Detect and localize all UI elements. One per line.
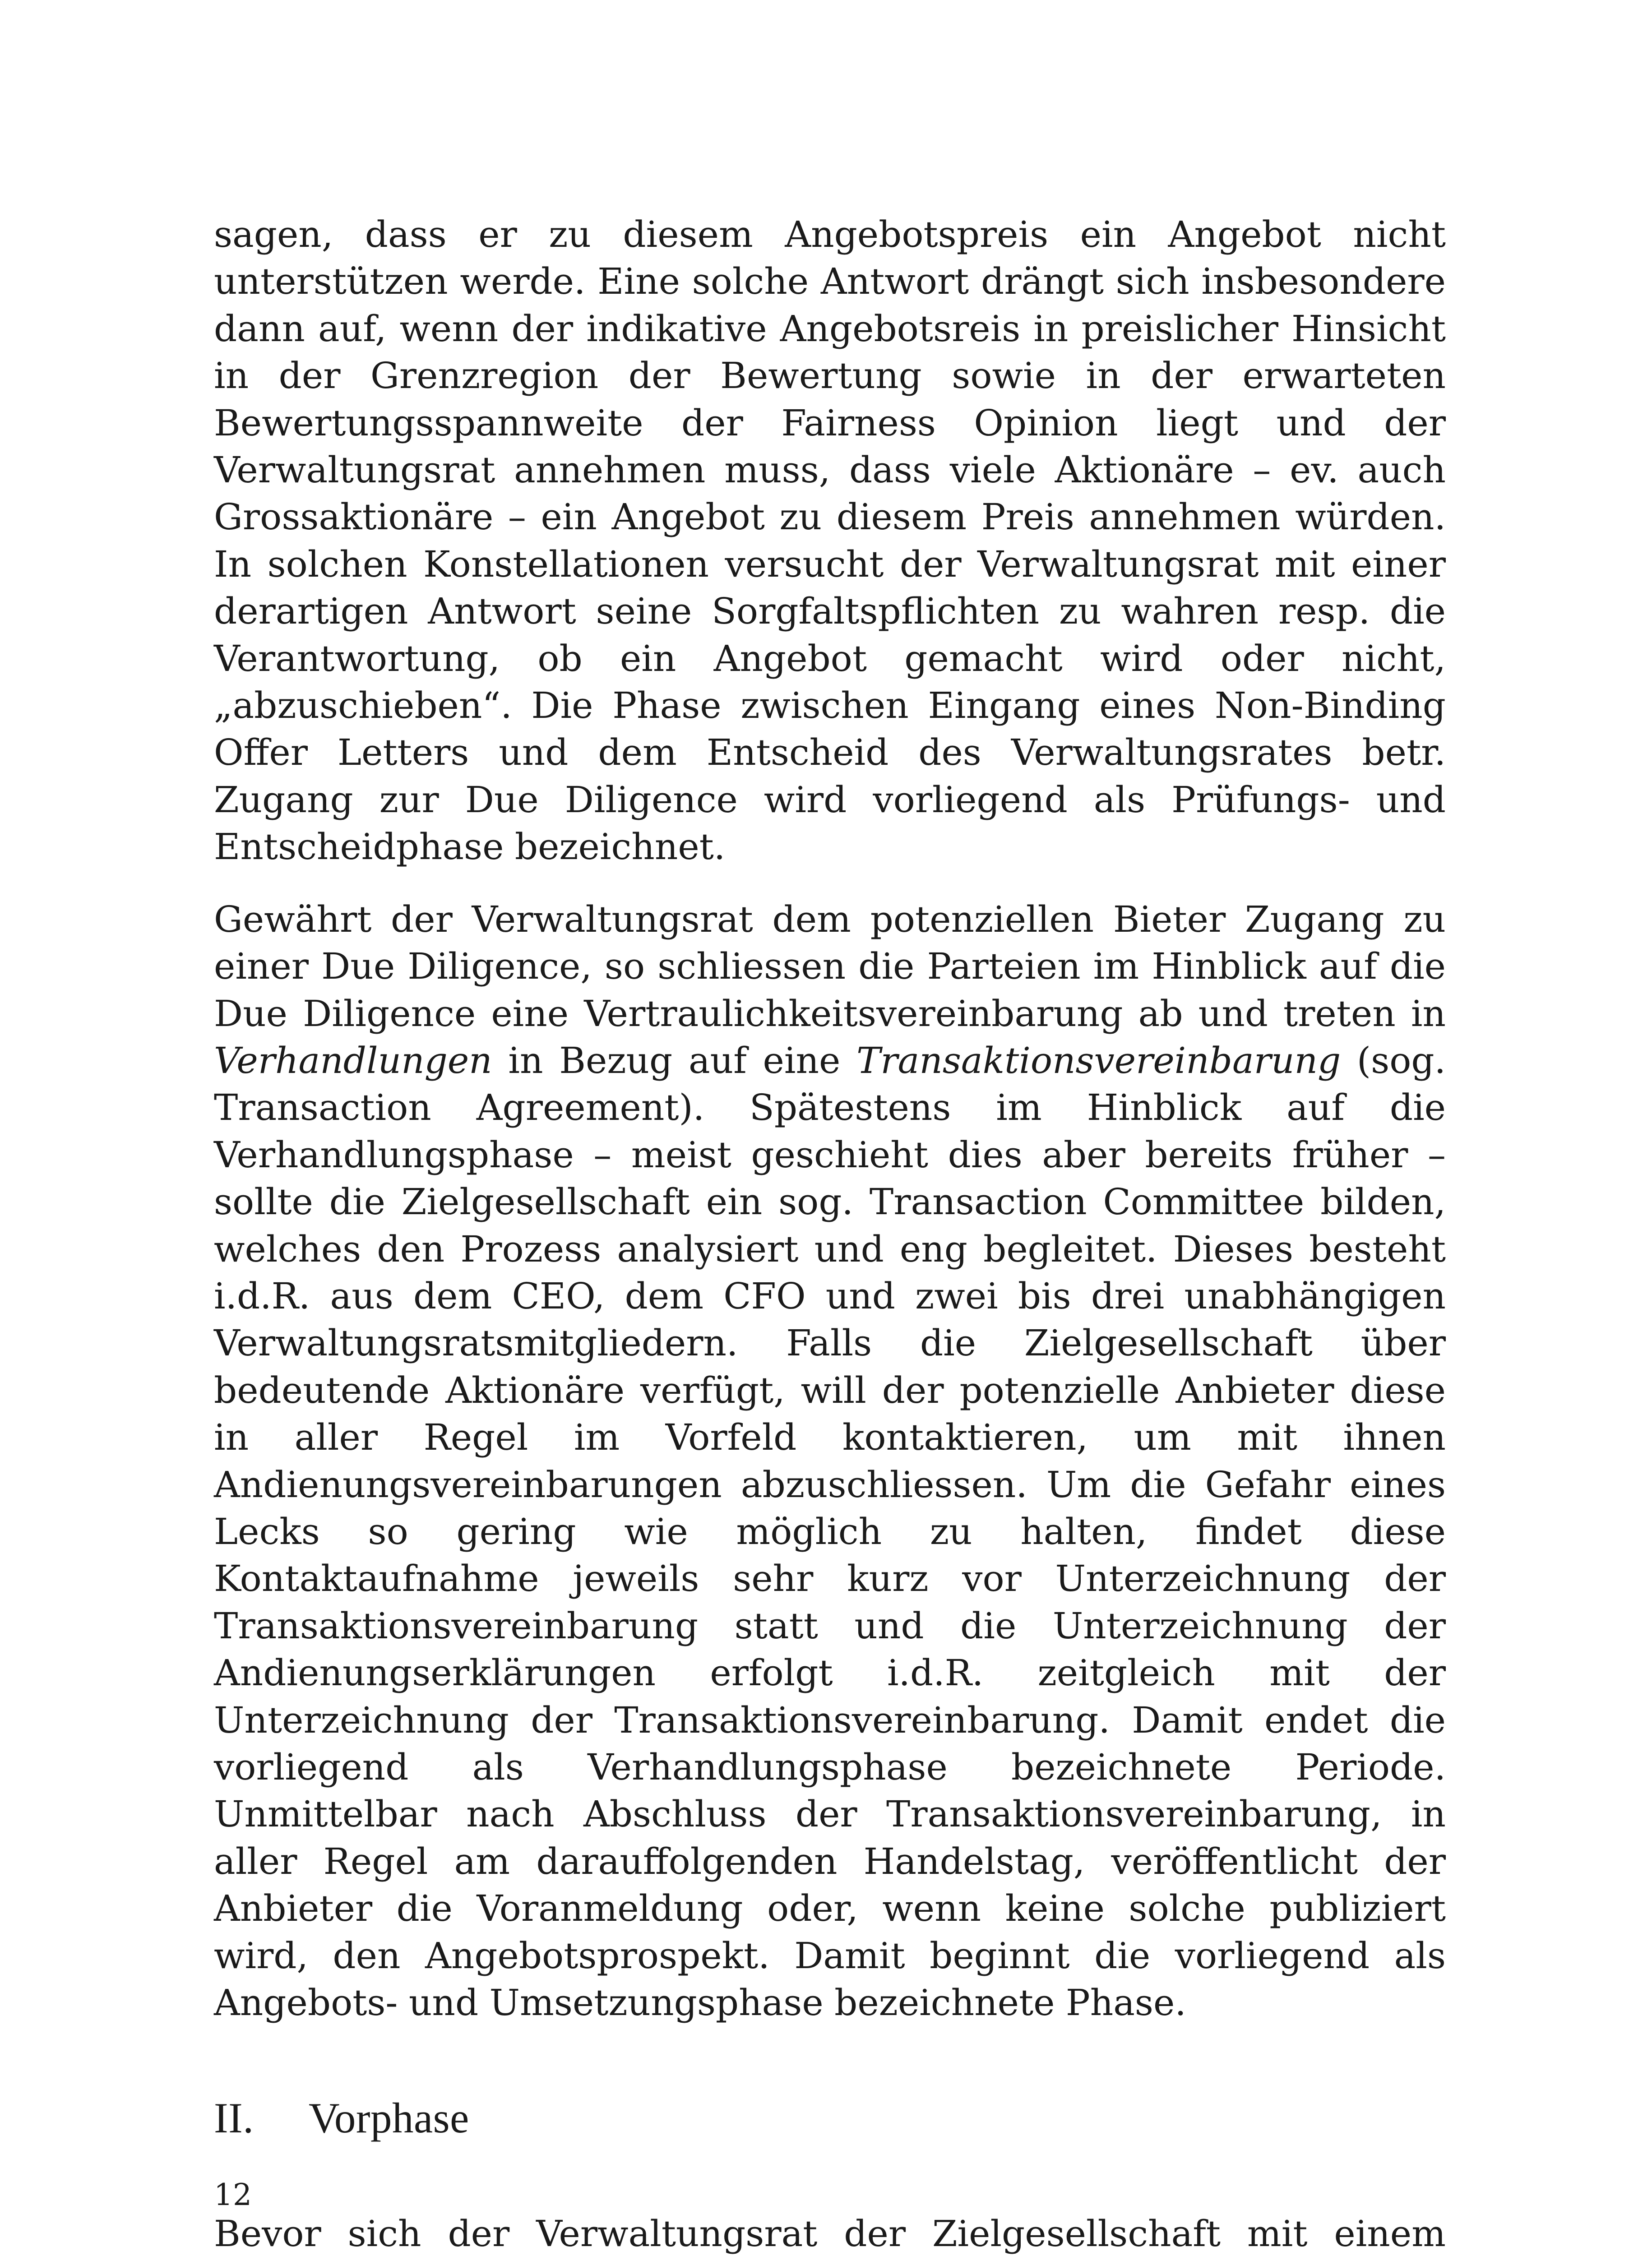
emphasis-transaktionsvereinbarung: Transaktionsvereinbarung — [856, 1039, 1341, 1082]
page-number: 12 — [214, 2177, 252, 2212]
section-number: II. — [214, 2094, 254, 2142]
paragraph-2-text-a: Gewährt der Verwaltungsrat dem potenziellen Bieter Zugang zu einer Due Diligence, so schliessen die Parteien im Hinblick auf die Due Diligence eine Vertraulichkeitsvereinbarung ab und treten in — [214, 898, 1446, 1035]
paragraph-2-text-c: (sog. Transaction Agreement). Spätestens im Hinblick auf die Verhandlungsphase – meist geschieht dies aber bereits früher – sollte die Zielgesellschaft ein sog. Transaction Committee bilden, welches den Prozess analysiert und eng begleitet. Dieses besteht i.d.R. aus dem CEO, dem CFO und zwei bis drei unabhängigen Verwaltungsratsmitgliedern. Falls die Zielgesellschaft über bedeutende Aktionäre verfügt, will der potenzielle Anbieter diese in aller Regel im Vorfeld kontaktieren, um mit ihnen Andienungsvereinbarungen abzuschliessen. Um die Gefahr eines Lecks so gering wie möglich zu halten, findet diese Kontaktaufnahme jeweils sehr kurz vor Unterzeichnung der Transaktionsvereinbarung statt und die Unterzeichnung der Andienungserklärungen erfolgt i.d.R. zeitgleich mit der Unterzeichnung der Transaktionsvereinbarung. Damit endet die vorliegend als Verhandlungsphase bezeichnete Periode. Unmittelbar nach Abschluss der Transaktionsvereinbarung, in aller Regel am darauffolgenden Handelstag, veröffentlicht der Anbieter die Voranmeldung oder, wenn keine solche publiziert wird, den Angebotsprospekt. Damit beginnt die vorliegend als Angebots- und Umsetzungsphase bezeichnete Phase. — [214, 1039, 1446, 2024]
paragraph-2-text-b: in Bezug auf eine — [492, 1039, 857, 1082]
body-paragraph-1: sagen, dass er zu diesem Angebotspreis ein Angebot nicht unterstützen werde. Eine solche Antwort drängt sich insbesondere dann auf, wenn der indikative Angebotsreis in preislicher Hinsicht in der Grenzregion der Bewertung sowie in der erwarteten Bewertungsspannweite der Fairness Opinion liegt und der Verwaltungsrat annehmen muss, dass viele Aktionäre – ev. auch Grossaktionäre – ein Angebot zu diesem Preis annehmen würden. In solchen Konstellationen versucht der Verwaltungsrat mit einer derartigen Antwort seine Sorgfaltspflichten zu wahren resp. die Verantwortung, ob ein Angebot gemacht wird oder nicht, „abzuschieben“. Die Phase zwischen Eingang eines Non-Binding Offer Letters und dem Entscheid des Verwaltungsrates betr. Zugang zur Due Diligence wird vorliegend als Prüfungs- und Entscheidphase bezeichnet. — [214, 213, 1446, 868]
section-heading — [214, 2093, 1446, 2143]
page-content — [214, 211, 1446, 2256]
section-paragraph: Bevor sich der Verwaltungsrat der Zielgesellschaft mit einem — [214, 2213, 1446, 2255]
emphasis-verhandlungen: Verhandlungen — [214, 1039, 492, 1082]
section-title: Vorphase — [309, 2094, 469, 2142]
body-paragraph-2 — [214, 896, 1446, 2027]
